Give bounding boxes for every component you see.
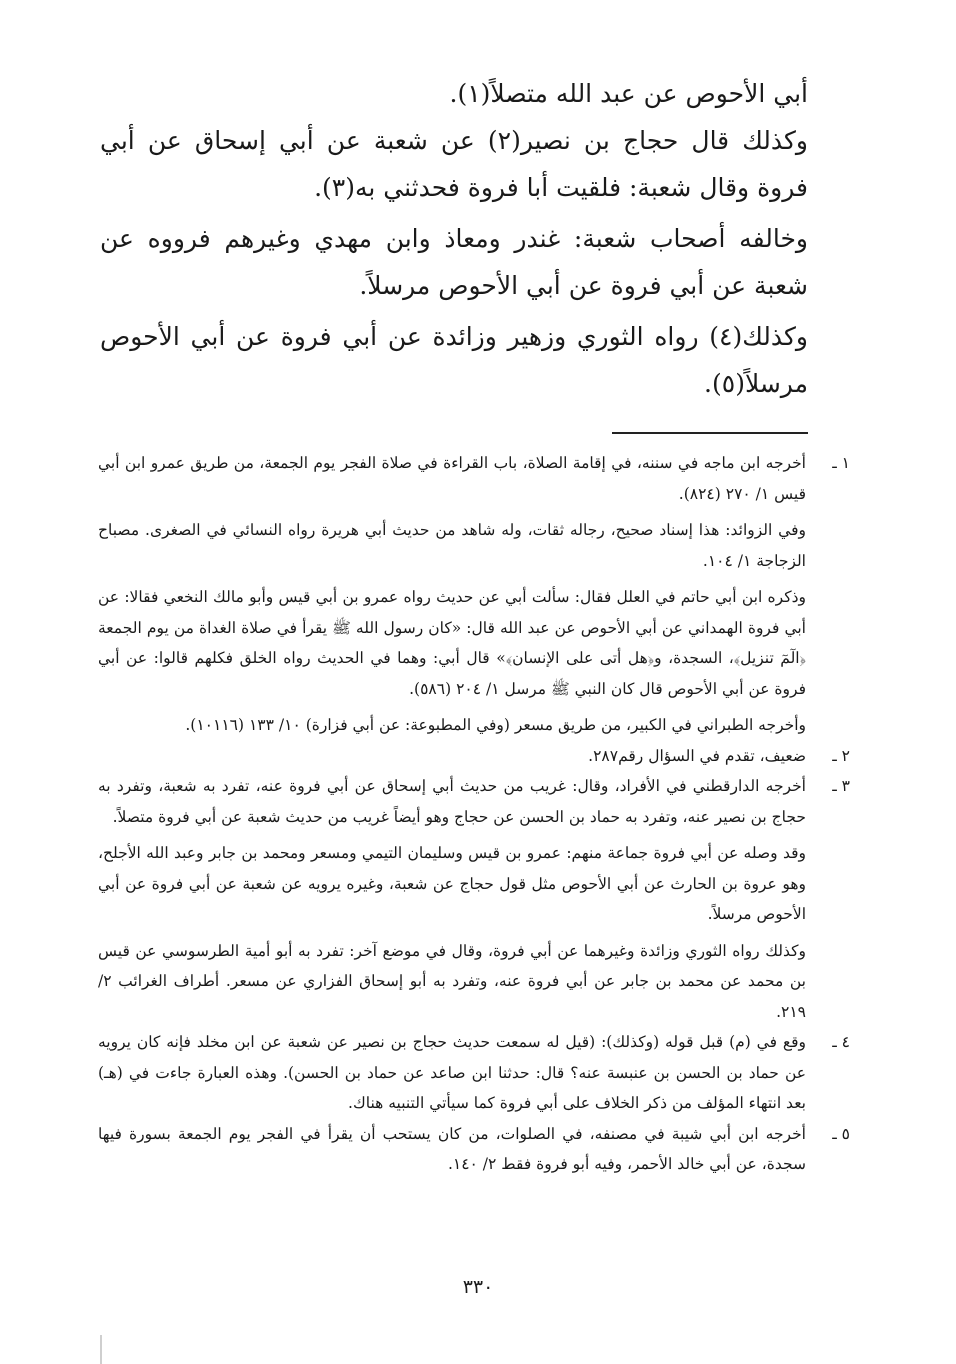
footnote-number: ١ ـ [832,454,850,472]
footnote-paragraph: أخرجه ابن أبي شيبة في مصنفه، في الصلوات، من كان يستحب أن يقرأ في الفجر يوم الجمعة بسورة فيها سجدة، عن أبي خالد الأحمر، وفيه أبو فروة فقط ٢/ ١٤٠. [98,1124,806,1173]
main-text [100,70,808,411]
scan-margin-line [100,1335,102,1364]
footnote-number: ٢ ـ [832,746,850,765]
footnote-paragraph: وذكره ابن أبي حاتم في العلل فقال: سألت أبي عن حديث رواه عمرو بن أبي قيس وأبو مالك النخعي فقالا: عن أبي فروة الهمداني عن أبي الأحوص عن عبد الله قال: «كان رسول الله ﷺ يقرأ في صلاة الغداة من يوم الجمعة ﴿الٓمٓ تنزيل﴾، السجدة، و﴿هل أتى على الإنسان﴾» قال أبي: وهما في الحديث رواه الخلق فكلهم قالوا: عن أبي فروة عن أبي الأحوص قال كان النبي ﷺ مرسل ١/ ٢٠٤ (٥٨٦). [98,588,806,698]
footnote [98,771,850,1027]
main-paragraph: وخالفه أصحاب شعبة: غندر ومعاذ وابن مهدي وغيرهم فرووه عن شعبة عن أبي فروة عن أبي الأحوص مرسلاً. [100,224,808,300]
footnote [98,1027,850,1119]
footnote-separator [612,432,808,434]
footnote [98,1119,850,1180]
footnote-number: ٥ ـ [832,1124,850,1143]
main-paragraph: وكذلك(٤) رواه الثوري وزهير وزائدة عن أبي فروة عن أبي الأحوص مرسلاً(٥). [100,322,808,398]
footnote-number: ٤ ـ [832,1033,850,1051]
footnote-paragraph: أخرجه الدارقطني في الأفراد، وقال: غريب من حديث أبي إسحاق عن أبي فروة عنه، تفرد به شعبة، وتفرد به حجاج بن نصير عنه، وتفرد به حماد بن الحسن عن حجاج وهو أيضاً غريب من حديث شعبة عن أبي فروة متصلاً. [98,777,806,826]
footnote-paragraph: ضعيف، تقدم في السؤال رقم٢٨٧. [588,746,806,765]
footnote-paragraph: وفي الزوائد: هذا إسناد صحيح، رجاله ثقات، وله شاهد من حديث أبي هريرة رواه النسائي في الصغرى. مصباح الزجاجة ١/ ١٠٤. [98,521,806,570]
footnote-paragraph: وقد وصله عن أبي فروة جماعة منهم: عمرو بن قيس وسليمان التيمي ومسعر ومحمد بن جابر وعبد الله الأجلح، وهو عروة بن الحارث عن أبي الأحوص مثل قول حجاج عن شعبة، وغيره يرويه عن شعبة عن أبي فروة عن أبي الأحوص مرسلاً. [98,844,806,923]
footnote-paragraph: وأخرجه الطبراني في الكبير، من طريق مسعر (وفي المطبوعة: عن أبي فزارة) ١٠/ ١٣٣ (١٠١١٦). [185,716,806,734]
footnote [98,448,850,741]
main-paragraph: أبي الأحوص عن عبد الله متصلاً(١). [449,79,808,108]
footnote-paragraph: وكذلك رواه الثوري وزائدة وغيرهما عن أبي فروة، وقال في موضع آخر: تفرد به أبو أمية الطرسوسي عن قيس بن محمد عن محمد بن جابر عن أبي فروة عنه، وتفرد به أبو إسحاق الفزاري عن مسعر. أطراف الغرائب ٢/ ٢١٩. [98,941,806,1021]
footnote-paragraph: أخرجه ابن ماجه في سننه، في إقامة الصلاة، باب القراءة في صلاة الفجر يوم الجمعة، من طريق عمرو ابن أبي قيس ١/ ٢٧٠ (٨٢٤). [98,454,806,503]
footnote-number: ٣ ـ [832,777,850,795]
page-number: ٣٣٠ [462,1276,494,1298]
footnote-paragraph: وقع في (م) قبل قوله (وكذلك): (قيل له سمعت حديث حجاج بن نصير عن شعبة عن ابن مخلد فإنه كان يرويه عن حماد بن الحسن بن عنبسة عنه؟ قال: حدثنا ابن صاعد عن حماد بن الحسن). وهذه العبارة جاءت في (هـ) بعد انتهاء المؤلف من ذكر الخلاف على أبي فروة كما سيأتي التنبيه هناك. [98,1033,806,1112]
main-paragraph: وكذلك قال حجاج بن نصير(٢) عن شعبة عن أبي إسحاق عن أبي فروة وقال شعبة: فلقيت أبا فروة فحدثني به(٣). [100,126,808,202]
footnotes-section [98,448,850,1180]
footnote [98,741,850,772]
